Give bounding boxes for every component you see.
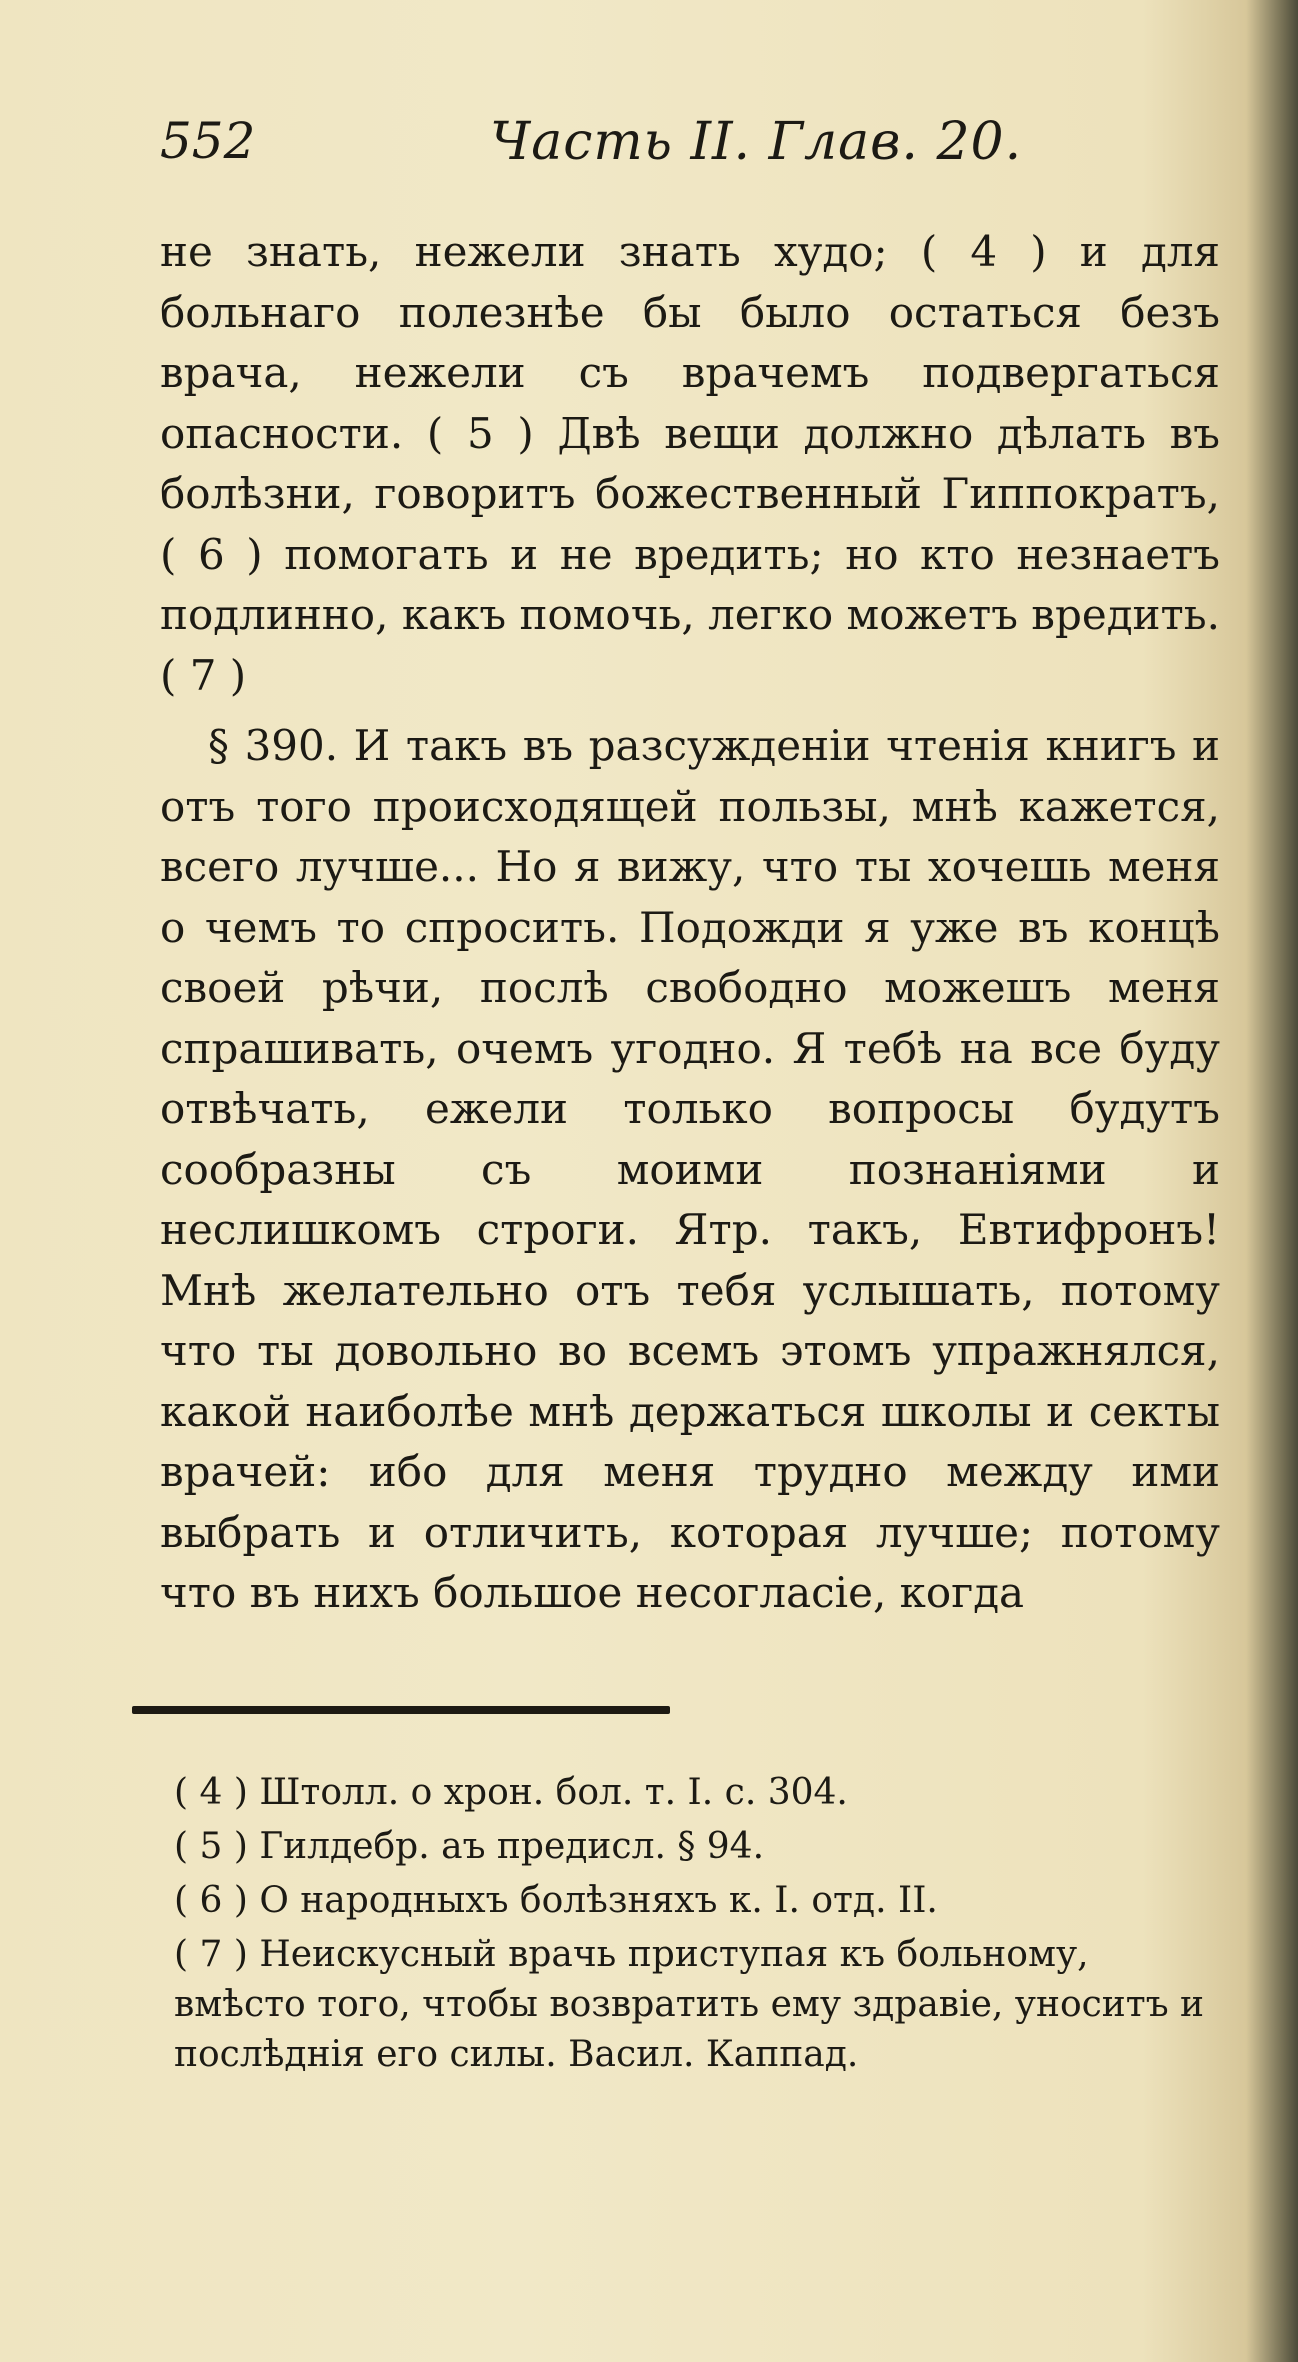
- footnote: ( 6 ) О народныхъ болѣзняхъ к. I. отд. II.: [174, 1880, 938, 1921]
- footnotes: [174, 1768, 1214, 2084]
- footnote: ( 5 ) Гилдебр. аъ предисл. § 94.: [174, 1826, 765, 1867]
- main-text: [160, 222, 1220, 1624]
- page-number: 552: [160, 112, 256, 170]
- footnote: ( 7 ) Неискусный врачь приступая къ больному, вмѣсто того, чтобы возвратить ему здравіе, уноситъ и послѣднія его силы. Васил. Каппад.: [174, 1934, 1205, 2075]
- page-header: [160, 112, 1040, 192]
- paragraph: § 390. И такъ въ разсужденіи чтенія книгъ и отъ того происходящей пользы, мнѣ кажется, всего лучше... Но я вижу, что ты хочешь меня о чемъ то спросить. Подожди я уже въ концѣ своей рѣчи, послѣ свободно можешъ меня спрашивать, очемъ угодно. Я тебѣ на все буду отвѣчать, ежели только вопросы будутъ сообразны съ моими познаніями и неслишкомъ строги. Ятр. такъ, Евтифронъ! Мнѣ желательно отъ тебя услышать, потому что ты довольно во всемъ этомъ упражнялся, какой наиболѣе мнѣ держаться школы и секты врачей: ибо для меня трудно между ими выбрать и отличить, которая лучше; потому что въ нихъ большое несогласіе, когда: [160, 721, 1220, 1617]
- running-title: Часть II. Глав. 20.: [490, 112, 1023, 172]
- footnote: ( 4 ) Штолл. о хрон. бол. т. I. с. 304.: [174, 1772, 848, 1813]
- paragraph: не знать, нежели знать худо; ( 4 ) и для больнаго полезнѣе бы было остаться безъ врача, нежели съ врачемъ подвергаться опасности. ( 5 ) Двѣ вещи должно дѣлать въ болѣзни, говоритъ божественный Гиппократъ, ( 6 ) помогать и не вредить; но кто незнаетъ подлинно, какъ помочь, легко можетъ вредить. ( 7 ): [160, 227, 1220, 700]
- footnote-divider: [132, 1706, 670, 1714]
